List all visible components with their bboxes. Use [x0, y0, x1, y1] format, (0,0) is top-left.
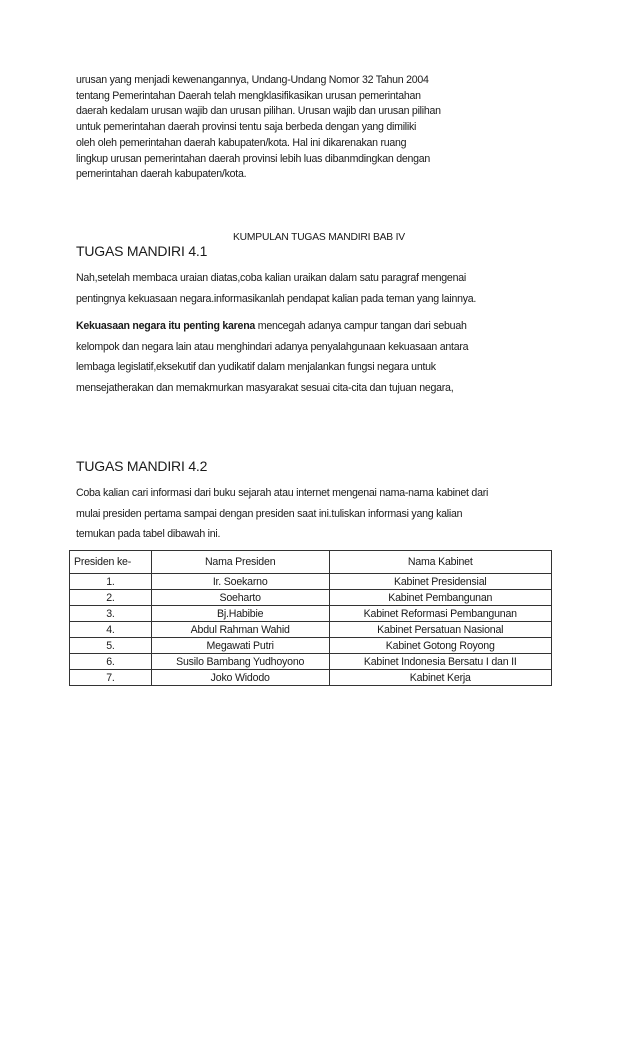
- table-row: [70, 670, 552, 686]
- table-header-row: [70, 551, 552, 574]
- header-cabinet-name: Nama Kabinet: [329, 551, 552, 574]
- intro-line: lingkup urusan pemerintahan daerah provinsi lebih luas dibanmdingkan dengan: [76, 152, 431, 165]
- header-president-name: Nama Presiden: [151, 551, 329, 574]
- intro-line: urusan yang menjadi kewenangannya, Undang-Undang Nomor 32 Tahun 2004: [76, 74, 429, 86]
- intro-paragraph: [76, 73, 546, 183]
- cell-president: Megawati Putri: [151, 638, 329, 654]
- question-line: pentingnya kekuasaan negara.informasikanlah pendapat kalian pada teman yang lainnya.: [76, 292, 477, 305]
- cell-president: Joko Widodo: [151, 670, 329, 686]
- table-row: [70, 654, 552, 670]
- question-line: Coba kalian cari informasi dari buku sejarah atau internet mengenai nama-nama kabinet dari: [76, 487, 489, 499]
- cell-cabinet: Kabinet Gotong Royong: [329, 638, 552, 654]
- cell-president: Abdul Rahman Wahid: [151, 622, 329, 638]
- cell-number: 6.: [70, 654, 152, 670]
- task-2-question: [76, 483, 566, 545]
- section-title: KUMPULAN TUGAS MANDIRI BAB IV: [233, 232, 405, 243]
- intro-line: pemerintahan daerah kabupaten/kota.: [76, 168, 247, 181]
- intro-line: tentang Pemerintahan Daerah telah mengklasifikasikan urusan pemerintahan: [76, 89, 421, 102]
- cabinet-table: [69, 550, 552, 686]
- cell-president: Ir. Soekarno: [151, 574, 329, 590]
- question-line: temukan pada tabel dibawah ini.: [76, 528, 221, 541]
- cell-number: 5.: [70, 638, 152, 654]
- table-row: [70, 574, 552, 590]
- cell-cabinet: Kabinet Presidensial: [329, 574, 552, 590]
- cell-cabinet: Kabinet Persatuan Nasional: [329, 622, 552, 638]
- answer-line: [76, 316, 566, 337]
- table-row: [70, 590, 552, 606]
- intro-line: daerah kedalam urusan wajib dan urusan pilihan. Urusan wajib dan urusan pilihan: [76, 105, 441, 118]
- cell-cabinet: Kabinet Kerja: [329, 670, 552, 686]
- cell-number: 3.: [70, 606, 152, 622]
- cell-cabinet: Kabinet Reformasi Pembangunan: [329, 606, 552, 622]
- answer-line: kelompok dan negara lain atau menghindari adanya penyalahgunaan kekuasaan antara: [76, 340, 469, 353]
- question-line: mulai presiden pertama sampai dengan presiden saat ini.tuliskan informasi yang kalian: [76, 507, 463, 520]
- answer-first-line-rest: mencegah adanya campur tangan dari sebuah: [255, 320, 467, 332]
- cell-number: 7.: [70, 670, 152, 686]
- task-1-question: [76, 268, 566, 309]
- cell-president: Soeharto: [151, 590, 329, 606]
- answer-line: mensejatherakan dan memakmurkan masyarakat sesuai cita-cita dan tujuan negara,: [76, 381, 454, 394]
- cell-number: 2.: [70, 590, 152, 606]
- answer-bold-phrase: Kekuasaan negara itu penting karena: [76, 320, 256, 332]
- cell-number: 1.: [70, 574, 152, 590]
- task-1-answer: [76, 316, 566, 398]
- cell-president: Susilo Bambang Yudhoyono: [151, 654, 329, 670]
- header-president-number: Presiden ke-: [70, 551, 152, 574]
- intro-line: untuk pemerintahan daerah provinsi tentu saja berbeda dengan yang dimiliki: [76, 121, 417, 134]
- question-line: Nah,setelah membaca uraian diatas,coba kalian uraikan dalam satu paragraf mengenai: [76, 272, 466, 284]
- intro-line: oleh oleh pemerintahan daerah kabupaten/kota. Hal ini dikarenakan ruang: [76, 136, 407, 149]
- cell-president: Bj.Habibie: [151, 606, 329, 622]
- cell-cabinet: Kabinet Indonesia Bersatu I dan II: [329, 654, 552, 670]
- table-row: [70, 622, 552, 638]
- table-row: [70, 606, 552, 622]
- task-1-heading: TUGAS MANDIRI 4.1: [76, 243, 208, 259]
- cell-number: 4.: [70, 622, 152, 638]
- task-2-heading: TUGAS MANDIRI 4.2: [76, 458, 208, 474]
- cell-cabinet: Kabinet Pembangunan: [329, 590, 552, 606]
- table-row: [70, 638, 552, 654]
- answer-line: lembaga legislatif,eksekutif dan yudikatif dalam menjalankan fungsi negara untuk: [76, 361, 436, 374]
